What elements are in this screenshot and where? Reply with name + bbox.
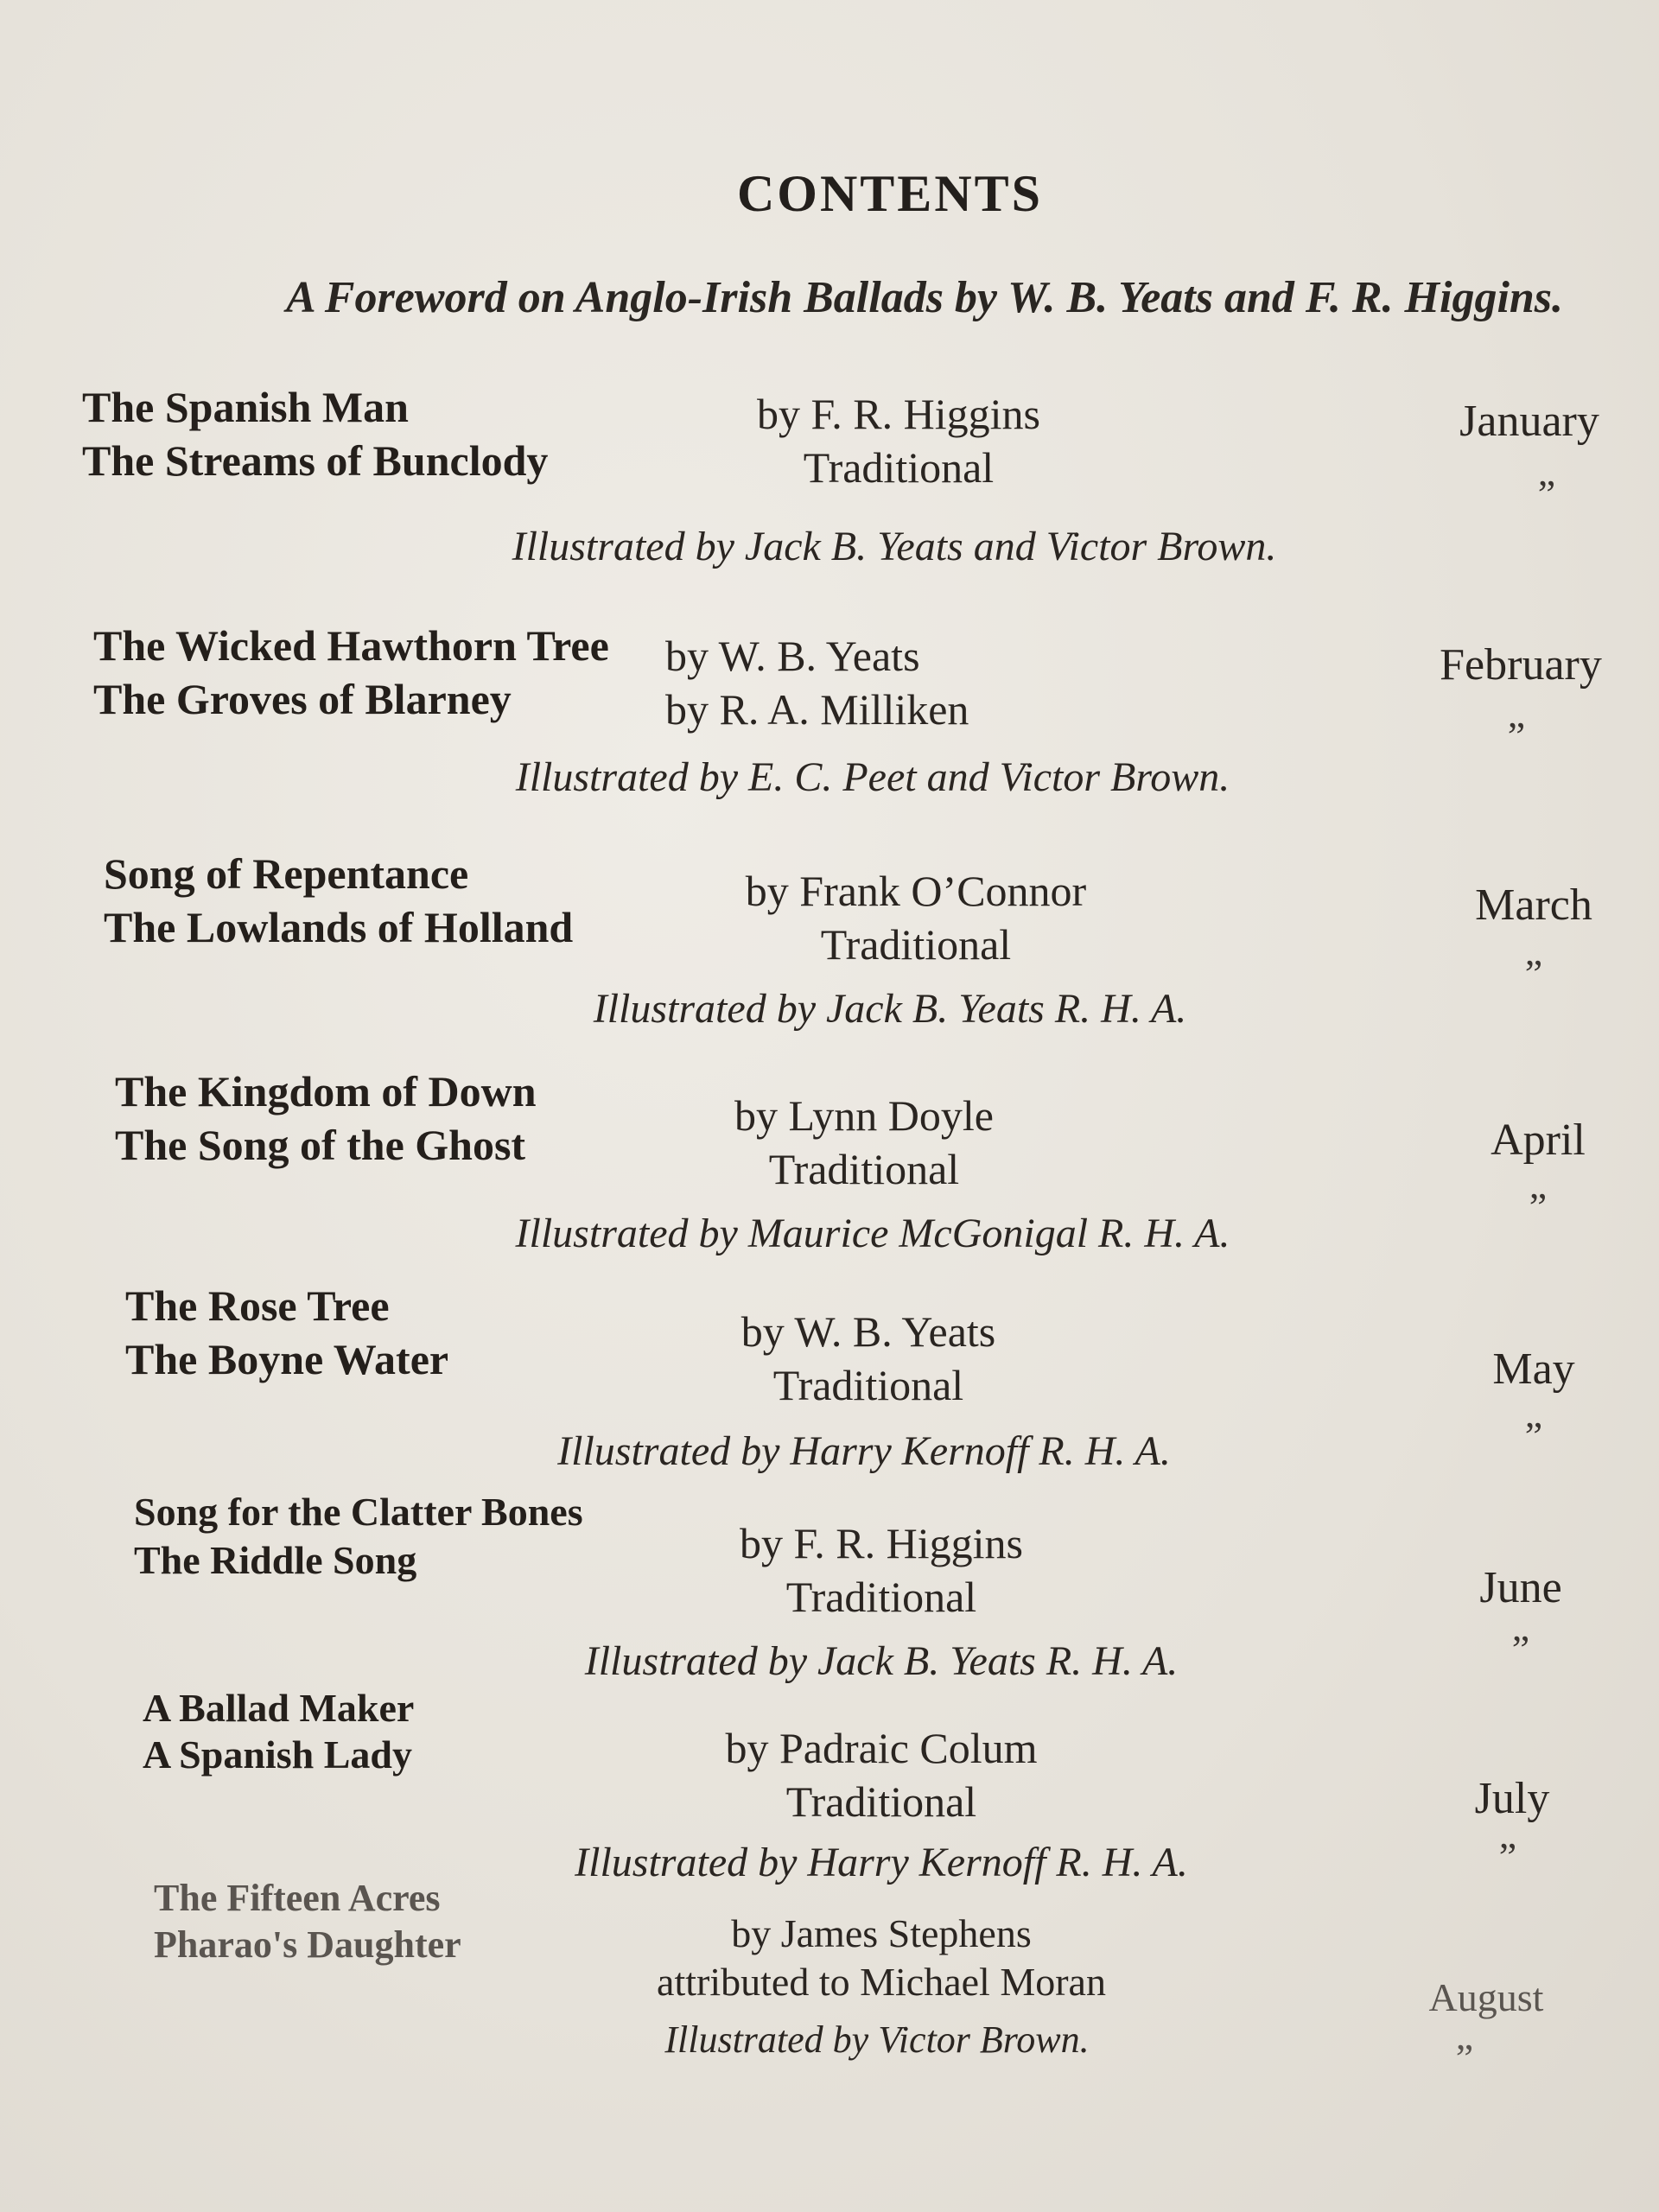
- ballad-author: attributed to Michael Moran: [657, 1960, 1106, 2004]
- ditto-mark: ”: [1524, 1414, 1543, 1458]
- ballad-titles: [143, 1685, 414, 1778]
- illustrated-by-line: Illustrated by E. C. Peet and Victor Brown.: [515, 754, 1230, 800]
- ditto-mark: ”: [1498, 1834, 1517, 1878]
- foreword-line: A Foreword on Anglo-Irish Ballads by W. B. Yeats and F. R. Higgins.: [285, 273, 1564, 322]
- ditto-mark: ”: [1507, 714, 1526, 758]
- ballad-authors: [626, 1305, 1110, 1412]
- ballad-title: Song of Repentance: [104, 849, 469, 898]
- ballad-title: The Rose Tree: [125, 1281, 390, 1330]
- illustrated-by-line: Illustrated by Harry Kernoff R. H. A.: [557, 1428, 1171, 1474]
- ballad-author: Traditional: [785, 1573, 977, 1621]
- ballad-author: Traditional: [820, 920, 1012, 969]
- ballad-authors: [622, 1089, 1106, 1196]
- month-label: August: [1428, 1975, 1544, 2019]
- ballad-author: by F. R. Higgins: [756, 390, 1040, 438]
- month-label: May: [1492, 1344, 1575, 1394]
- ballad-authors: [639, 1516, 1123, 1624]
- ballad-title: The Song of the Ghost: [115, 1121, 526, 1169]
- ballad-title: Song for the Clatter Bones: [134, 1490, 583, 1534]
- illustrated-by-line: Illustrated by Harry Kernoff R. H. A.: [575, 1840, 1188, 1885]
- illustrated-by-line: Illustrated by Jack B. Yeats R. H. A.: [593, 986, 1187, 1032]
- ballad-titles: [125, 1279, 448, 1386]
- month-label: June: [1479, 1563, 1562, 1612]
- ballad-author: by W. B. Yeats: [741, 1307, 996, 1356]
- ballad-title: The Kingdom of Down: [115, 1067, 537, 1116]
- ditto-mark: ”: [1455, 2036, 1474, 2080]
- ditto-mark: ”: [1524, 951, 1543, 995]
- ballad-title: The Spanish Man: [82, 383, 409, 431]
- ballad-authors: [657, 387, 1141, 494]
- illustrated-by-line: Illustrated by Jack B. Yeats R. H. A.: [584, 1638, 1179, 1684]
- ballad-title: The Streams of Bunclody: [82, 436, 549, 485]
- contents-heading: CONTENTS: [736, 165, 1044, 222]
- ballad-author: Traditional: [803, 443, 995, 492]
- ballad-titles: [134, 1488, 583, 1585]
- ballad-author: by James Stephens: [731, 1911, 1032, 1955]
- illustrated-by-line: Illustrated by Jack B. Yeats and Victor Brown.: [512, 524, 1277, 569]
- ballad-title: A Ballad Maker: [143, 1686, 415, 1730]
- ballad-titles: [82, 380, 548, 487]
- ditto-mark: ”: [1537, 472, 1556, 516]
- ditto-mark: ”: [1511, 1627, 1530, 1671]
- month-label: July: [1474, 1774, 1550, 1823]
- month-label: February: [1440, 640, 1602, 690]
- ballad-titles: [115, 1065, 537, 1172]
- ballad-title: The Riddle Song: [134, 1538, 417, 1582]
- ballad-title: The Boyne Water: [125, 1335, 449, 1383]
- ballad-author: by Lynn Doyle: [734, 1091, 994, 1140]
- ballad-author: by Padraic Colum: [725, 1724, 1038, 1772]
- illustrated-by-line: Illustrated by Maurice McGonigal R. H. A.: [515, 1211, 1230, 1256]
- month-label: March: [1475, 880, 1592, 930]
- illustrated-by-line: Illustrated by Victor Brown.: [664, 2018, 1090, 2061]
- month-label: April: [1491, 1116, 1586, 1165]
- ballad-author: Traditional: [785, 1777, 977, 1826]
- ballad-author: by F. R. Higgins: [739, 1519, 1023, 1567]
- ballad-title: The Fifteen Acres: [154, 1877, 441, 1919]
- ballad-author: by W. B. Yeats: [665, 632, 920, 680]
- ballad-author: Traditional: [768, 1145, 960, 1193]
- ballad-title: The Groves of Blarney: [93, 675, 512, 723]
- month-label: January: [1459, 397, 1599, 446]
- ballad-author: by Frank O’Connor: [745, 867, 1087, 915]
- ballad-title: The Lowlands of Holland: [104, 903, 574, 951]
- ballad-title: The Wicked Hawthorn Tree: [93, 621, 609, 670]
- ballad-authors: [674, 864, 1158, 971]
- ballad-titles: [154, 1875, 461, 1968]
- ballad-title: A Spanish Lady: [143, 1732, 412, 1777]
- ballad-authors: [665, 629, 1149, 736]
- ballad-authors: [639, 1721, 1123, 1828]
- ballad-authors: [639, 1910, 1123, 2006]
- ballad-titles: [104, 847, 573, 954]
- ditto-mark: ”: [1529, 1185, 1548, 1229]
- ballad-author: Traditional: [772, 1361, 964, 1409]
- ballad-author: by R. A. Milliken: [665, 685, 969, 734]
- ballad-title: Pharao's Daughter: [154, 1923, 461, 1966]
- ballad-titles: [93, 619, 609, 726]
